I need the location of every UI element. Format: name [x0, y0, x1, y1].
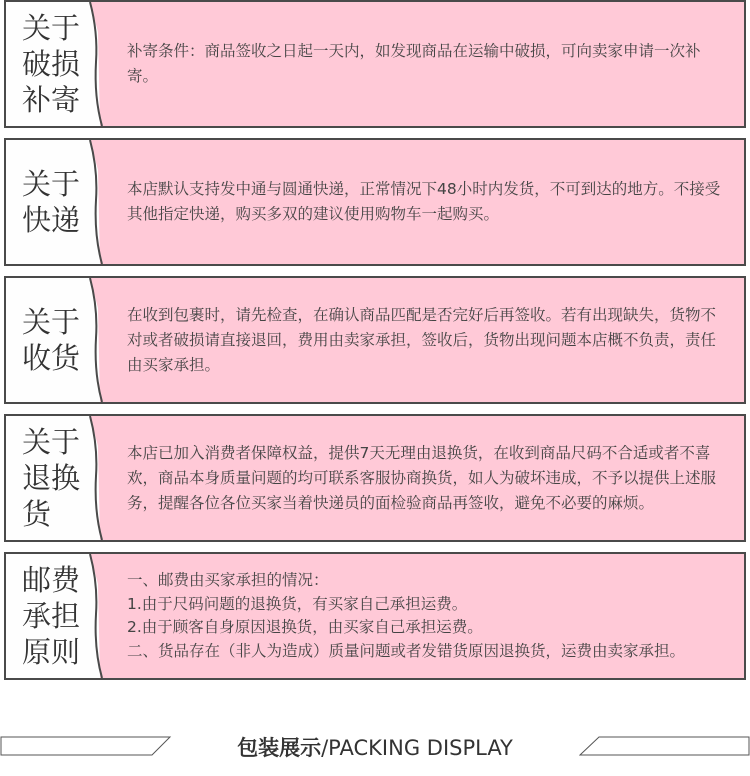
heading-en: /PACKING DISPLAY	[321, 736, 513, 760]
label-line: 关于	[22, 167, 81, 201]
body-paragraph: 补寄条件：商品签收之日起一天内，如发现商品在运输中破损，可向卖家申请一次补寄。	[127, 42, 701, 85]
heading-cn: 包装展示	[237, 736, 322, 760]
label-line: 关于	[22, 11, 81, 45]
body-line: 2.由于顾客自身原因退换货，由买家自己承担运费。	[127, 618, 483, 636]
section-returns	[4, 414, 746, 542]
body-paragraph: 本店默认支持发中通与圆通快递，正常情况下48小时内发货，不可到达的地方。不接受其他指定快递，购买多双的建议使用购物车一起购买。	[127, 180, 721, 223]
body-paragraph: 本店已加入消费者保障权益，提供7天无理由退换货，在收到商品尺码不合适或者不喜欢，商品本身质量问题的均可联系客服协商换货，如人为破坏违成，不予以提供上述服务，提醒各位各位买家当着快递员的面检验商品再签收，避免不必要的麻烦。	[127, 443, 717, 512]
section-label	[6, 278, 98, 402]
label-line: 关于	[22, 305, 81, 339]
section-label	[6, 140, 98, 264]
label-line: 货	[22, 497, 52, 531]
section-body	[127, 140, 730, 264]
section-damage-reship	[4, 0, 746, 128]
label-line: 邮费	[22, 563, 81, 597]
section-shipping	[4, 138, 746, 266]
body-line: 二、货品存在（非人为造成）质量问题或者发错货原因退换货，运费由卖家承担。	[127, 641, 686, 660]
label-line: 破损	[22, 47, 81, 81]
label-line: 承担	[22, 599, 81, 633]
label-line: 退换	[22, 461, 81, 495]
section-label	[6, 416, 98, 540]
label-line: 快递	[22, 203, 81, 237]
body-line: 一、邮费由买家承担的情况：	[127, 571, 329, 589]
section-body	[127, 278, 730, 402]
section-label	[6, 554, 98, 678]
body-paragraph: 在收到包裹时，请先检查，在确认商品匹配是否完好后再签收。若有出现缺失，货物不对或者破损请直接退回，费用由卖家承担，签收后，货物出现问题本店概不负责，责任由买家承担。	[127, 305, 717, 374]
section-body	[127, 2, 730, 126]
section-body	[127, 554, 730, 678]
label-line: 原则	[22, 635, 81, 669]
section-body	[127, 416, 730, 540]
body-line: 1.由于尺码问题的退换货，有买家自己承担运费。	[127, 594, 468, 613]
section-label	[6, 2, 98, 126]
label-line: 补寄	[22, 83, 81, 117]
label-line: 关于	[22, 425, 81, 459]
label-line: 收货	[22, 341, 81, 375]
packing-display-heading	[0, 732, 750, 762]
section-receiving	[4, 276, 746, 404]
section-postage	[4, 552, 746, 680]
